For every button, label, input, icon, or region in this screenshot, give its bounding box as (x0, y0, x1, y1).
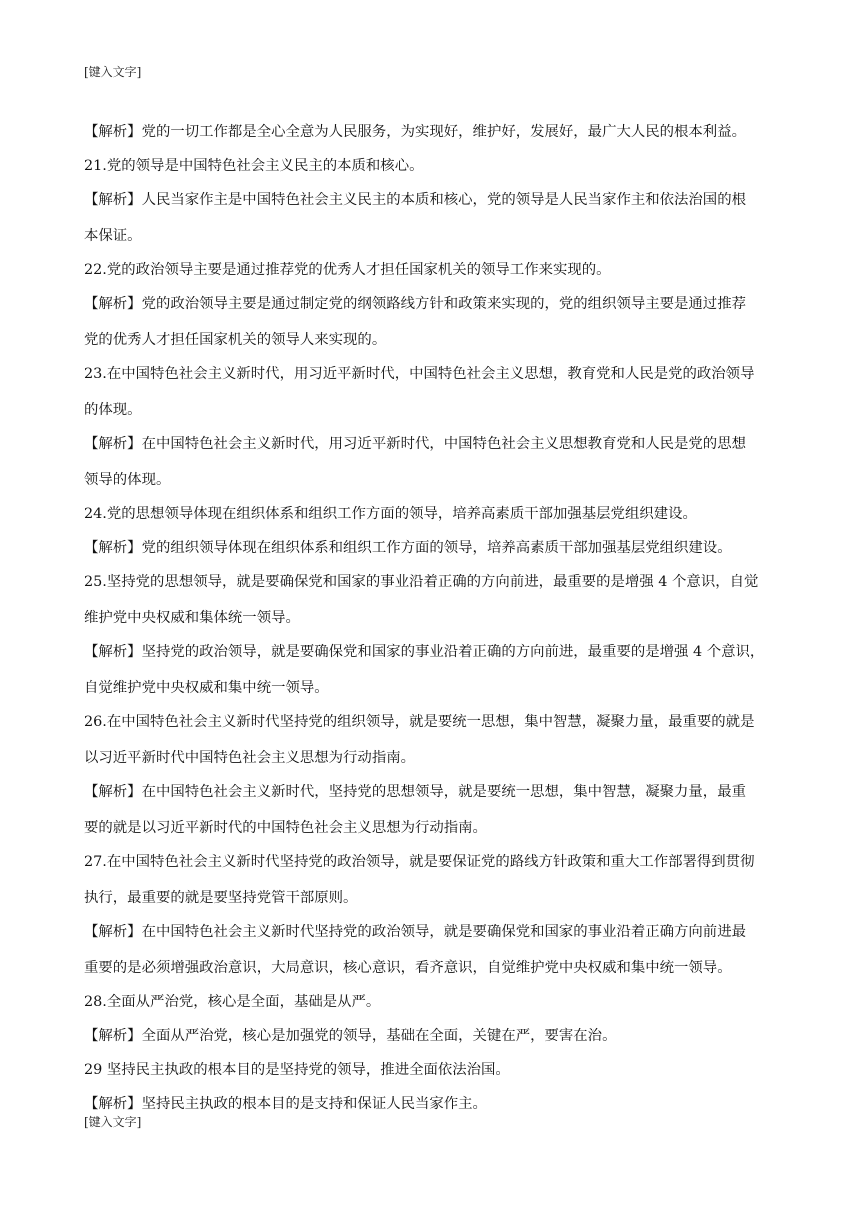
document-body (84, 122, 784, 1114)
text-line: 要的就是以习近平新时代的中国特色社会主义思想为行动指南。 (84, 820, 487, 836)
page-header-text: [键入文字] (84, 65, 142, 79)
text-line: 【解析】坚持党的政治领导，就是要确保党和国家的事业沿着正确的方向前进，最重要的是增强 4 个意识， (84, 644, 765, 660)
text-line: 自觉维护党中央权威和集中统一领导。 (84, 680, 329, 696)
text-line: 【解析】在中国特色社会主义新时代，坚持党的思想领导，就是要统一思想，集中智慧，凝聚力量，最重 (84, 784, 746, 800)
question-line: 27.在中国特色社会主义新时代坚持党的政治领导，就是要保证党的路线方针政策和重大工作部署得到贯彻 (84, 854, 755, 870)
text-line: 【解析】坚持民主执政的根本目的是支持和保证人民当家作主。 (84, 1096, 487, 1112)
text-line: 执行，最重要的就是要坚持党管干部原则。 (84, 890, 358, 906)
text-line: 【解析】全面从严治党，核心是加强党的领导，基础在全面，关键在严，要害在治。 (84, 1028, 617, 1044)
text-line: 【解析】党的一切工作都是全心全意为人民服务，为实现好，维护好，发展好，最广大人民的根本利益。 (84, 124, 746, 140)
text-line: 的体现。 (84, 402, 142, 418)
question-line: 22.党的政治领导主要是通过推荐党的优秀人才担任国家机关的领导工作来实现的。 (84, 262, 611, 278)
text-line: 本保证。 (84, 228, 142, 244)
question-line: 26.在中国特色社会主义新时代坚持党的组织领导，就是要统一思想，集中智慧，凝聚力量，最重要的就是 (84, 714, 755, 730)
text-line: 以习近平新时代中国特色社会主义思想为行动指南。 (84, 750, 415, 766)
question-line: 25.坚持党的思想领导，就是要确保党和国家的事业沿着正确的方向前进，最重要的是增强 4 个意识，自觉 (84, 574, 759, 590)
text-line: 重要的是必须增强政治意识，大局意识，核心意识，看齐意识，自觉维护党中央权威和集中统一领导。 (84, 960, 732, 976)
text-line: 【解析】党的政治领导主要是通过制定党的纲领路线方针和政策来实现的，党的组织领导主要是通过推荐 (84, 296, 746, 312)
text-line: 【解析】人民当家作主是中国特色社会主义民主的本质和核心，党的领导是人民当家作主和依法治国的根 (84, 192, 746, 208)
page-footer-text: [键入文字] (84, 1115, 142, 1129)
question-line: 29 坚持民主执政的根本目的是坚持党的领导，推进全面依法治国。 (84, 1062, 510, 1078)
text-line: 领导的体现。 (84, 472, 171, 488)
text-line: 维护党中央权威和集体统一领导。 (84, 610, 300, 626)
text-line: 党的优秀人才担任国家机关的领导人来实现的。 (84, 332, 387, 348)
text-line: 【解析】在中国特色社会主义新时代坚持党的政治领导，就是要确保党和国家的事业沿着正确方向前进最 (84, 924, 746, 940)
question-line: 23.在中国特色社会主义新时代，用习近平新时代，中国特色社会主义思想，教育党和人民是党的政治领导 (84, 366, 755, 382)
question-line: 21.党的领导是中国特色社会主义民主的本质和核心。 (84, 158, 424, 174)
text-line: 【解析】在中国特色社会主义新时代，用习近平新时代，中国特色社会主义思想教育党和人民是党的思想 (84, 436, 746, 452)
text-line: 【解析】党的组织领导体现在组织体系和组织工作方面的领导，培养高素质干部加强基层党组织建设。 (84, 540, 732, 556)
question-line: 28.全面从严治党，核心是全面，基础是从严。 (84, 994, 381, 1010)
question-line: 24.党的思想领导体现在组织体系和组织工作方面的领导，培养高素质干部加强基层党组织建设。 (84, 506, 697, 522)
